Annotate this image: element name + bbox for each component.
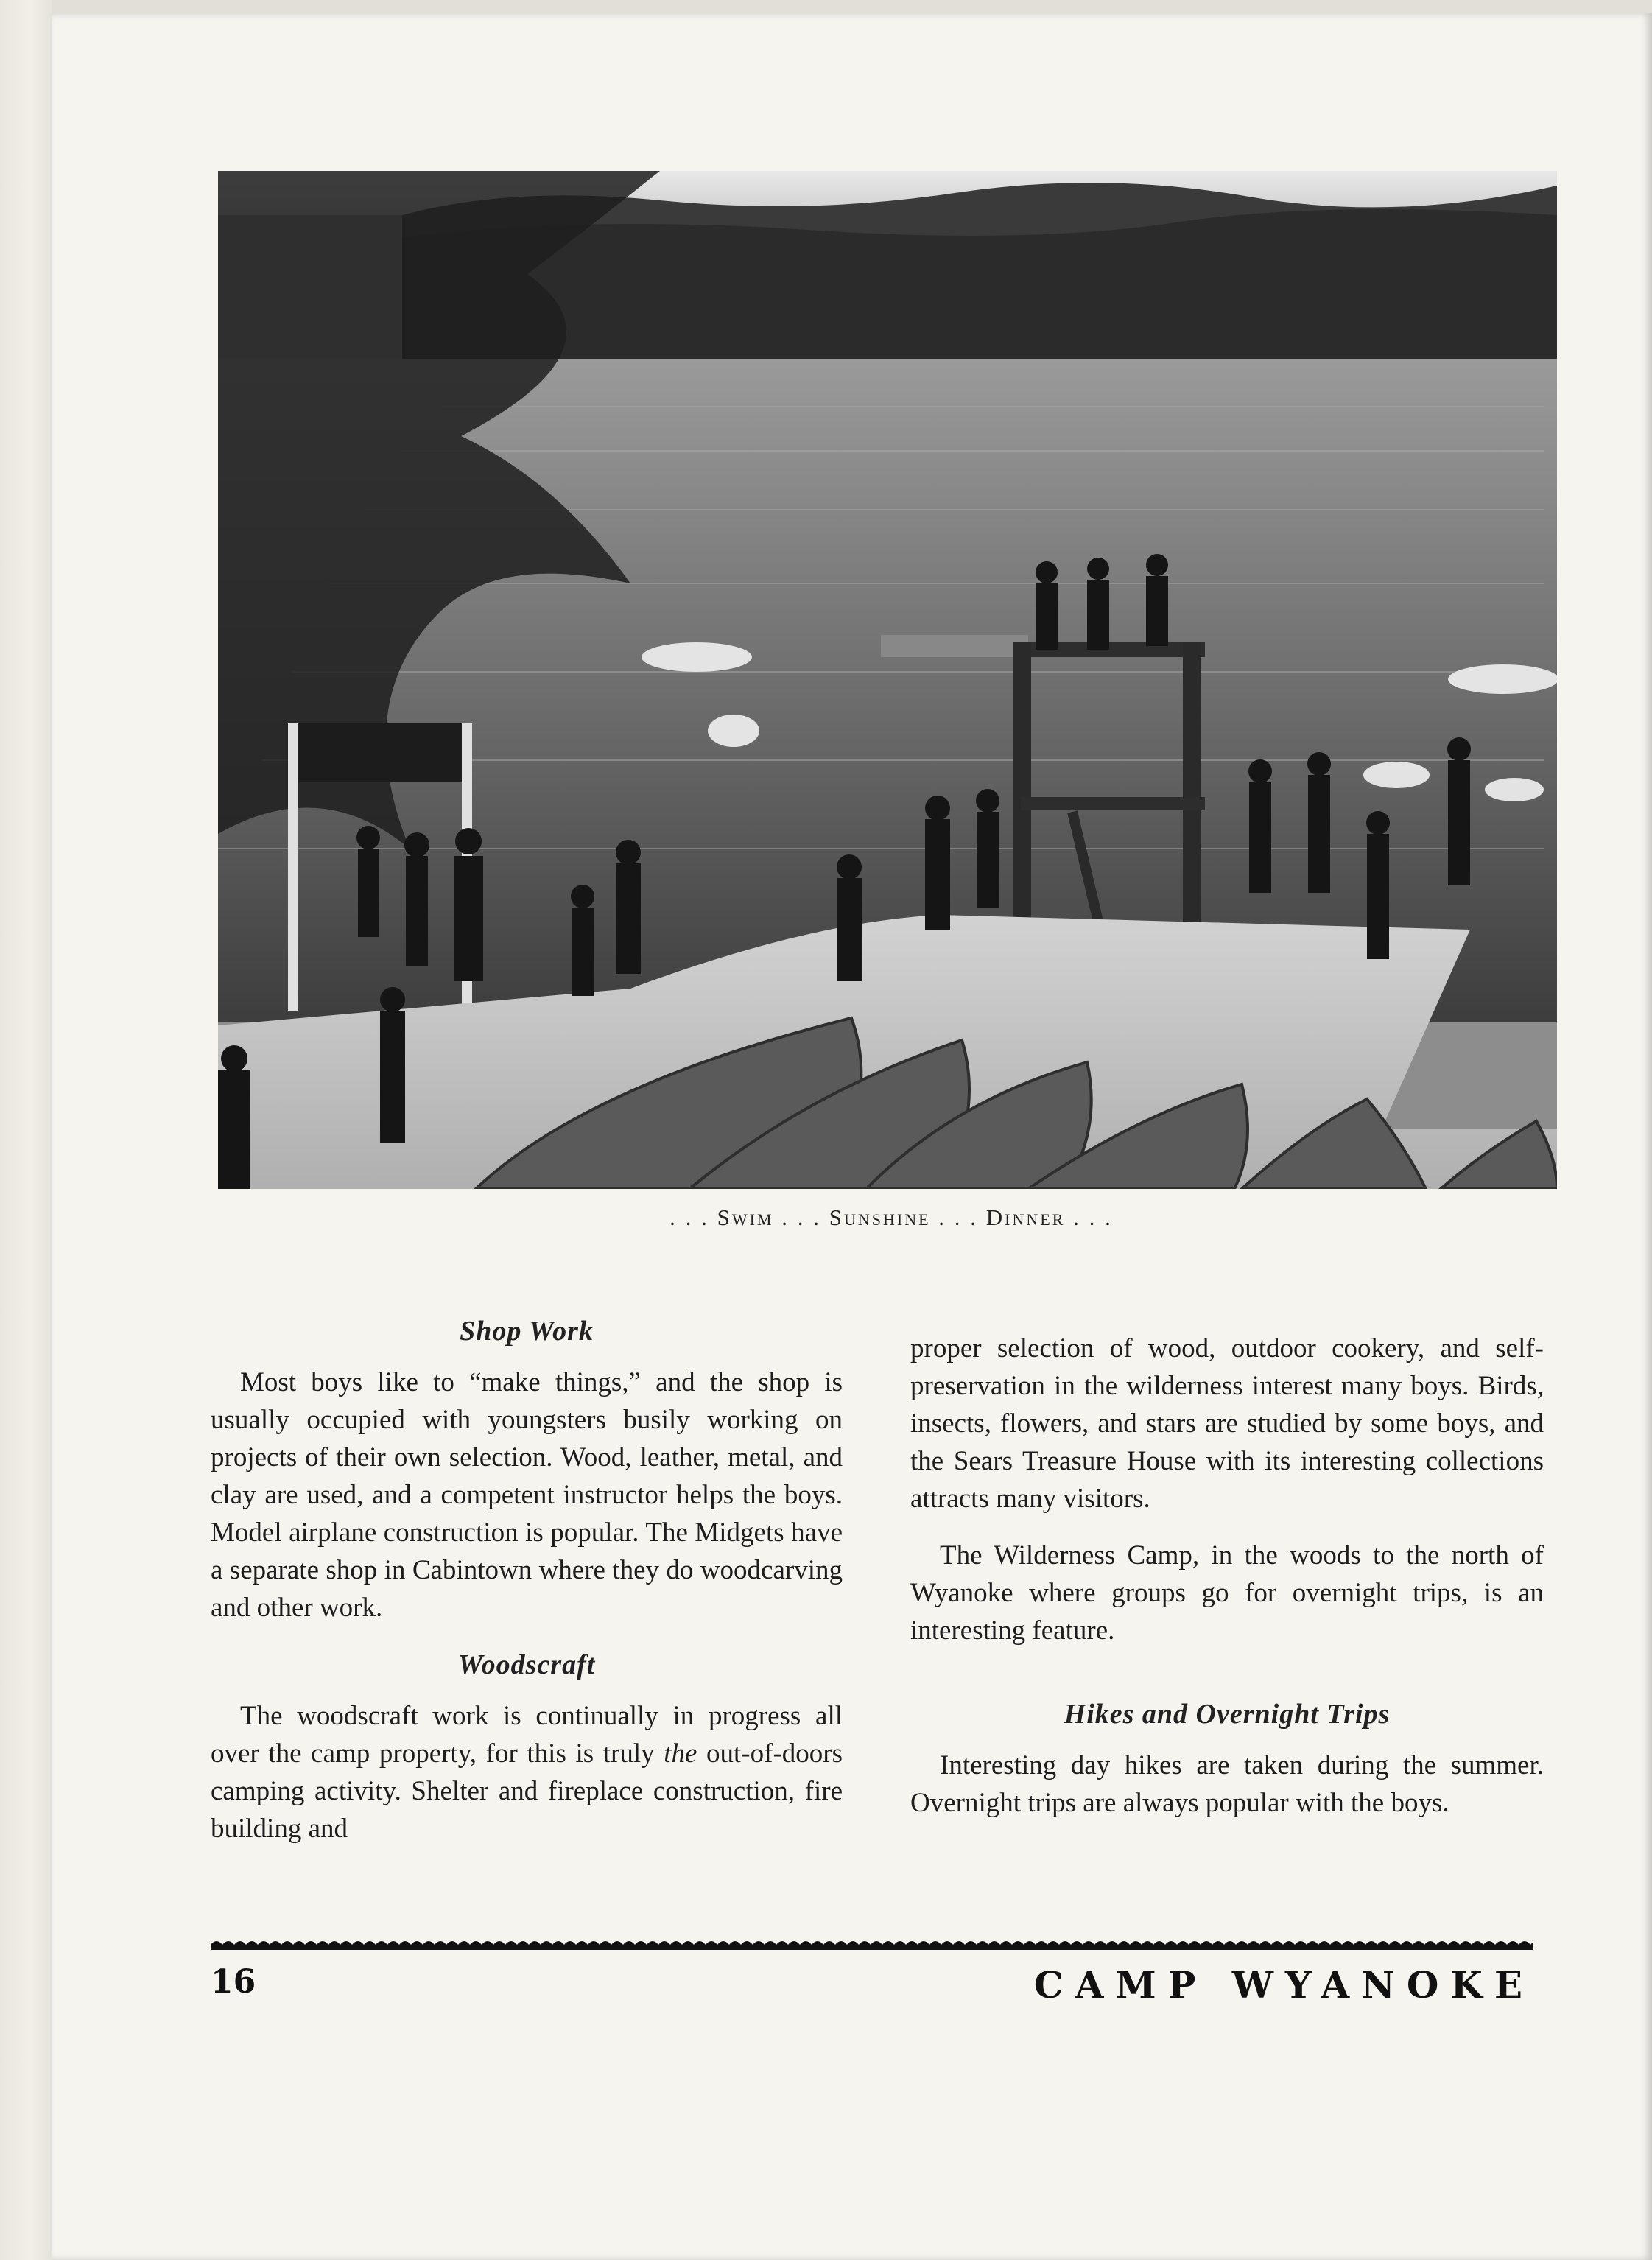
caption-lead: . . . bbox=[669, 1204, 717, 1230]
woodscraft-text-emphasis: the bbox=[664, 1738, 697, 1769]
wilderness-camp-paragraph: The Wilderness Camp, in the woods to the north of Wyanoke where groups go for overnight trips, is an interesting feature. bbox=[910, 1540, 1544, 1646]
woodscraft-text-a: The woodscraft work is continually in progress all over the camp property, for this is truly bbox=[211, 1701, 843, 1769]
photo-caption bbox=[560, 1204, 1223, 1231]
caption-sep-1: . . . bbox=[773, 1204, 829, 1230]
photo-illustration bbox=[218, 171, 1557, 1189]
page-number: 16 bbox=[211, 1963, 256, 2001]
shop-work-heading: Shop Work bbox=[460, 1316, 594, 1347]
top-strip bbox=[52, 0, 1652, 13]
caption-sep-2: . . . bbox=[930, 1204, 986, 1230]
caption-swim: Swim bbox=[717, 1204, 774, 1230]
caption-dinner: Dinner bbox=[985, 1204, 1066, 1230]
lake-swimming-dock-photo bbox=[218, 171, 1557, 1189]
shop-work-paragraph: Most boys like to “make things,” and the shop is usually occupied with youngsters busily working on projects of their own selection. Wood, leather, metal, and clay are used, and a competent instructor helps the boys. Model airplane construction is popular. The Midgets have a separate shop in Cabintown where they do woodcarving and other work. bbox=[211, 1367, 843, 1623]
right-column bbox=[910, 1330, 1544, 1822]
wave-divider bbox=[211, 1936, 1533, 1958]
caption-trail: . . . bbox=[1065, 1204, 1113, 1230]
left-column bbox=[211, 1315, 843, 1847]
hikes-paragraph: Interesting day hikes are taken during the summer. Overnight trips are always popular with the boys. bbox=[910, 1750, 1544, 1818]
footer-title: CAMP WYANOKE bbox=[1033, 1963, 1534, 2007]
woodscraft-paragraph bbox=[211, 1697, 843, 1847]
caption-sunshine: Sunshine bbox=[829, 1204, 931, 1230]
woodscraft-text-b: out-of-doors camping activity. Shelter and fireplace construction, fire building and bbox=[211, 1738, 843, 1844]
page-edge bbox=[0, 0, 52, 2260]
woodscraft-continued-paragraph: proper selection of wood, outdoor cookery, and self-preservation in the wilderness interest many boys. Birds, insects, flowers, and stars are studied by some boys, and the Sears Treasure House with its interesting collections attracts many visitors. bbox=[910, 1333, 1544, 1514]
hikes-heading: Hikes and Overnight Trips bbox=[1064, 1699, 1391, 1730]
woodscraft-heading: Woodscraft bbox=[457, 1649, 596, 1680]
